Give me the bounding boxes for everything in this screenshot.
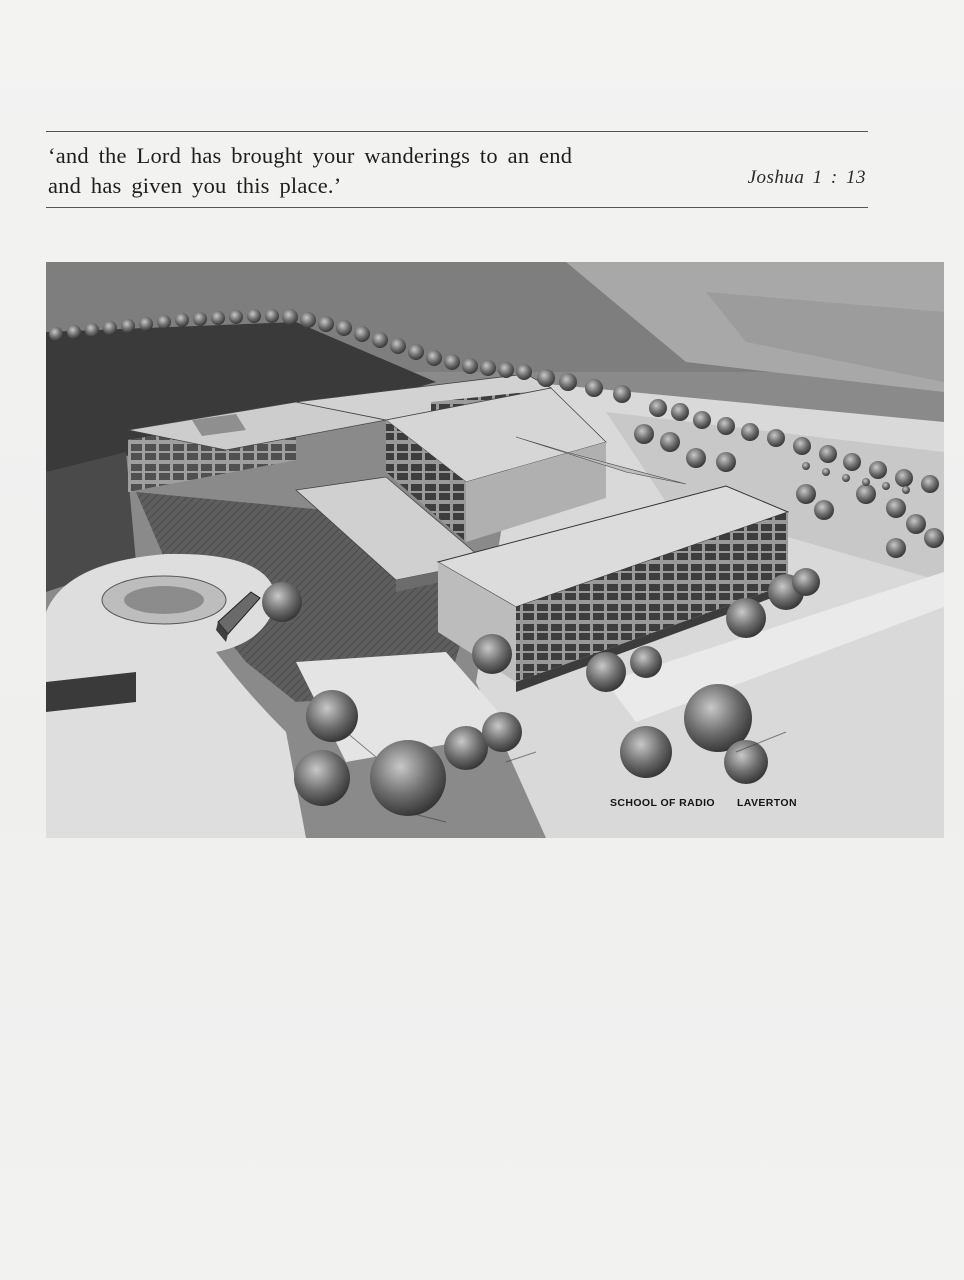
- epigraph-line-1: ‘and the Lord has brought your wanderings to an end: [48, 143, 573, 168]
- architectural-illustration: [46, 262, 944, 838]
- epigraph-line-2: and has given you this place.’: [48, 173, 342, 198]
- top-rule: [46, 131, 868, 132]
- building-rendering: [46, 262, 944, 838]
- caption-location: LAVERTON: [736, 797, 797, 809]
- epigraph-citation: Joshua 1 : 13: [747, 167, 866, 188]
- caption-school: SCHOOL OF RADIO: [610, 797, 715, 809]
- bottom-rule: [46, 207, 868, 208]
- epigraph: [46, 131, 868, 209]
- epigraph-quote: [48, 141, 688, 201]
- illustration-caption: [610, 797, 797, 809]
